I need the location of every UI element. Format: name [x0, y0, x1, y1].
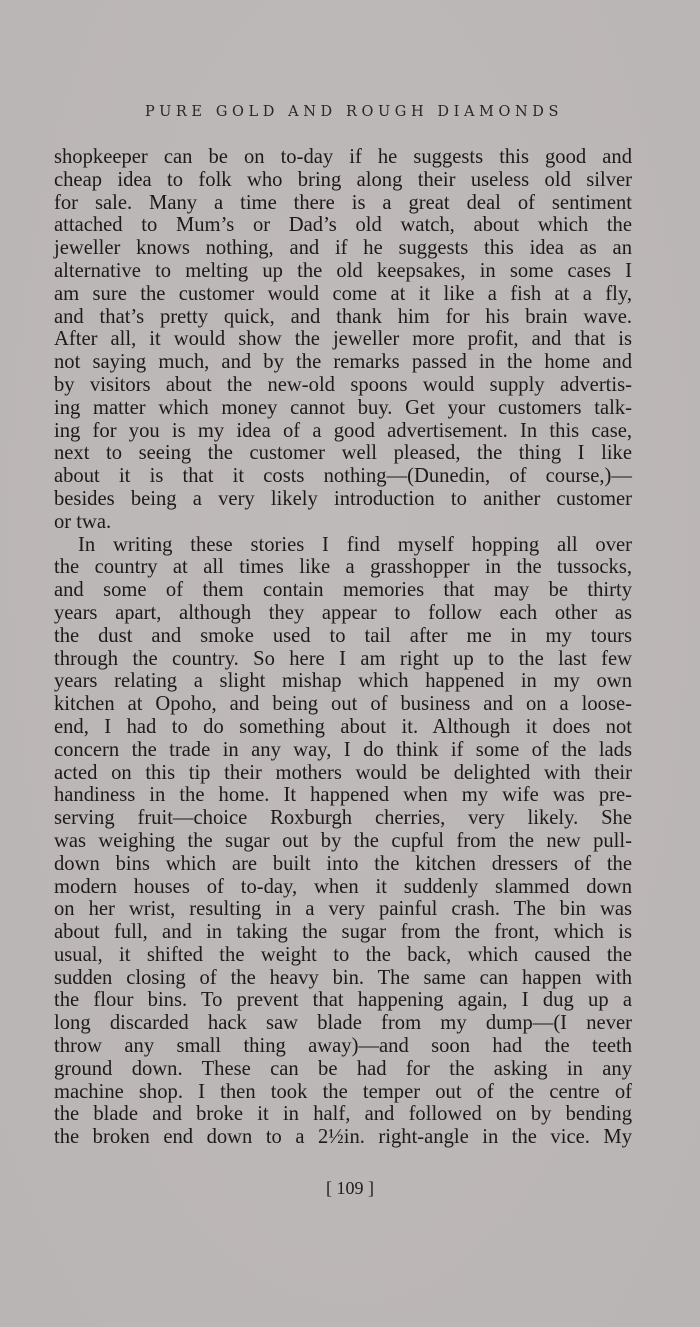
- text-line: throw any small thing away)—and soon had the teeth: [54, 1035, 632, 1058]
- running-head: PURE GOLD AND ROUGH DIAMONDS: [144, 104, 564, 120]
- text-line: modern houses of to-day, when it suddenly slammed down: [54, 875, 632, 898]
- text-line: concern the trade in any way, I do think if some of the lads: [54, 738, 632, 761]
- text-line: for sale. Many a time there is a great deal of sentiment: [54, 191, 632, 214]
- body-text: [54, 146, 632, 1149]
- text-line: sudden closing of the heavy bin. The same can happen with: [54, 966, 632, 989]
- text-line: the blade and broke it in half, and followed on by bending: [54, 1103, 632, 1126]
- text-line: the flour bins. To prevent that happening again, I dug up a: [54, 989, 632, 1012]
- text-line: about it is that it costs nothing—(Dunedin, of course,)—: [54, 465, 632, 488]
- text-line: am sure the customer would come at it like a fish at a fly,: [54, 282, 632, 305]
- text-line: usual, it shifted the weight to the back, which caused the: [54, 943, 632, 966]
- text-line: and some of them contain memories that may be thirty: [54, 579, 632, 602]
- text-line: the dust and smoke used to tail after me in my tours: [54, 624, 632, 647]
- text-line: by visitors about the new-old spoons would supply advertis-: [54, 373, 632, 396]
- text-line: besides being a very likely introduction to anither customer: [54, 487, 632, 510]
- page-number: [ 109 ]: [326, 1178, 374, 1198]
- text-line: alternative to melting up the old keepsakes, in some cases I: [54, 259, 632, 282]
- text-line: about full, and in taking the sugar from the front, which is: [54, 921, 632, 944]
- text-line: ing matter which money cannot buy. Get your customers talk-: [54, 396, 632, 419]
- text-line: long discarded hack saw blade from my dump—(I never: [54, 1012, 632, 1035]
- text-line: and that’s pretty quick, and thank him for his brain wave.: [54, 305, 632, 328]
- text-line: cheap idea to folk who bring along their useless old silver: [54, 168, 632, 191]
- text-line: years apart, although they appear to follow each other as: [54, 601, 632, 624]
- text-line: After all, it would show the jeweller more profit, and that is: [54, 328, 632, 351]
- text-line: not saying much, and by the remarks passed in the home and: [54, 351, 632, 374]
- text-line: attached to Mum’s or Dad’s old watch, about which the: [54, 214, 632, 237]
- text-line: years relating a slight mishap which happened in my own: [54, 670, 632, 693]
- text-line: serving fruit—choice Roxburgh cherries, very likely. She: [54, 807, 632, 830]
- text-line: ground down. These can be had for the asking in any: [54, 1057, 632, 1080]
- text-line: handiness in the home. It happened when my wife was pre-: [54, 784, 632, 807]
- text-line: through the country. So here I am right up to the last few: [54, 647, 632, 670]
- text-line: machine shop. I then took the temper out of the centre of: [54, 1080, 632, 1103]
- text-line: acted on this tip their mothers would be delighted with their: [54, 761, 632, 784]
- text-line: In writing these stories I find myself hopping all over: [78, 533, 632, 556]
- text-line: ing for you is my idea of a good advertisement. In this case,: [54, 419, 632, 442]
- text-line: jeweller knows nothing, and if he suggests this idea as an: [54, 237, 632, 260]
- text-line: the country at all times like a grasshopper in the tussocks,: [54, 556, 632, 579]
- text-line: down bins which are built into the kitchen dressers of the: [54, 852, 632, 875]
- text-line: or twa.: [54, 510, 112, 533]
- text-line: next to seeing the customer well pleased, the thing I like: [54, 442, 632, 465]
- text-line: on her wrist, resulting in a very painful crash. The bin was: [54, 898, 632, 921]
- text-line: end, I had to do something about it. Although it does not: [54, 715, 632, 738]
- text-line: kitchen at Opoho, and being out of business and on a loose-: [54, 693, 632, 716]
- text-line: shopkeeper can be on to-day if he suggests this good and: [54, 146, 632, 168]
- text-line: was weighing the sugar out by the cupful from the new pull-: [54, 829, 632, 852]
- text-line: the broken end down to a 2½in. right-angle in the vice. My: [54, 1126, 632, 1149]
